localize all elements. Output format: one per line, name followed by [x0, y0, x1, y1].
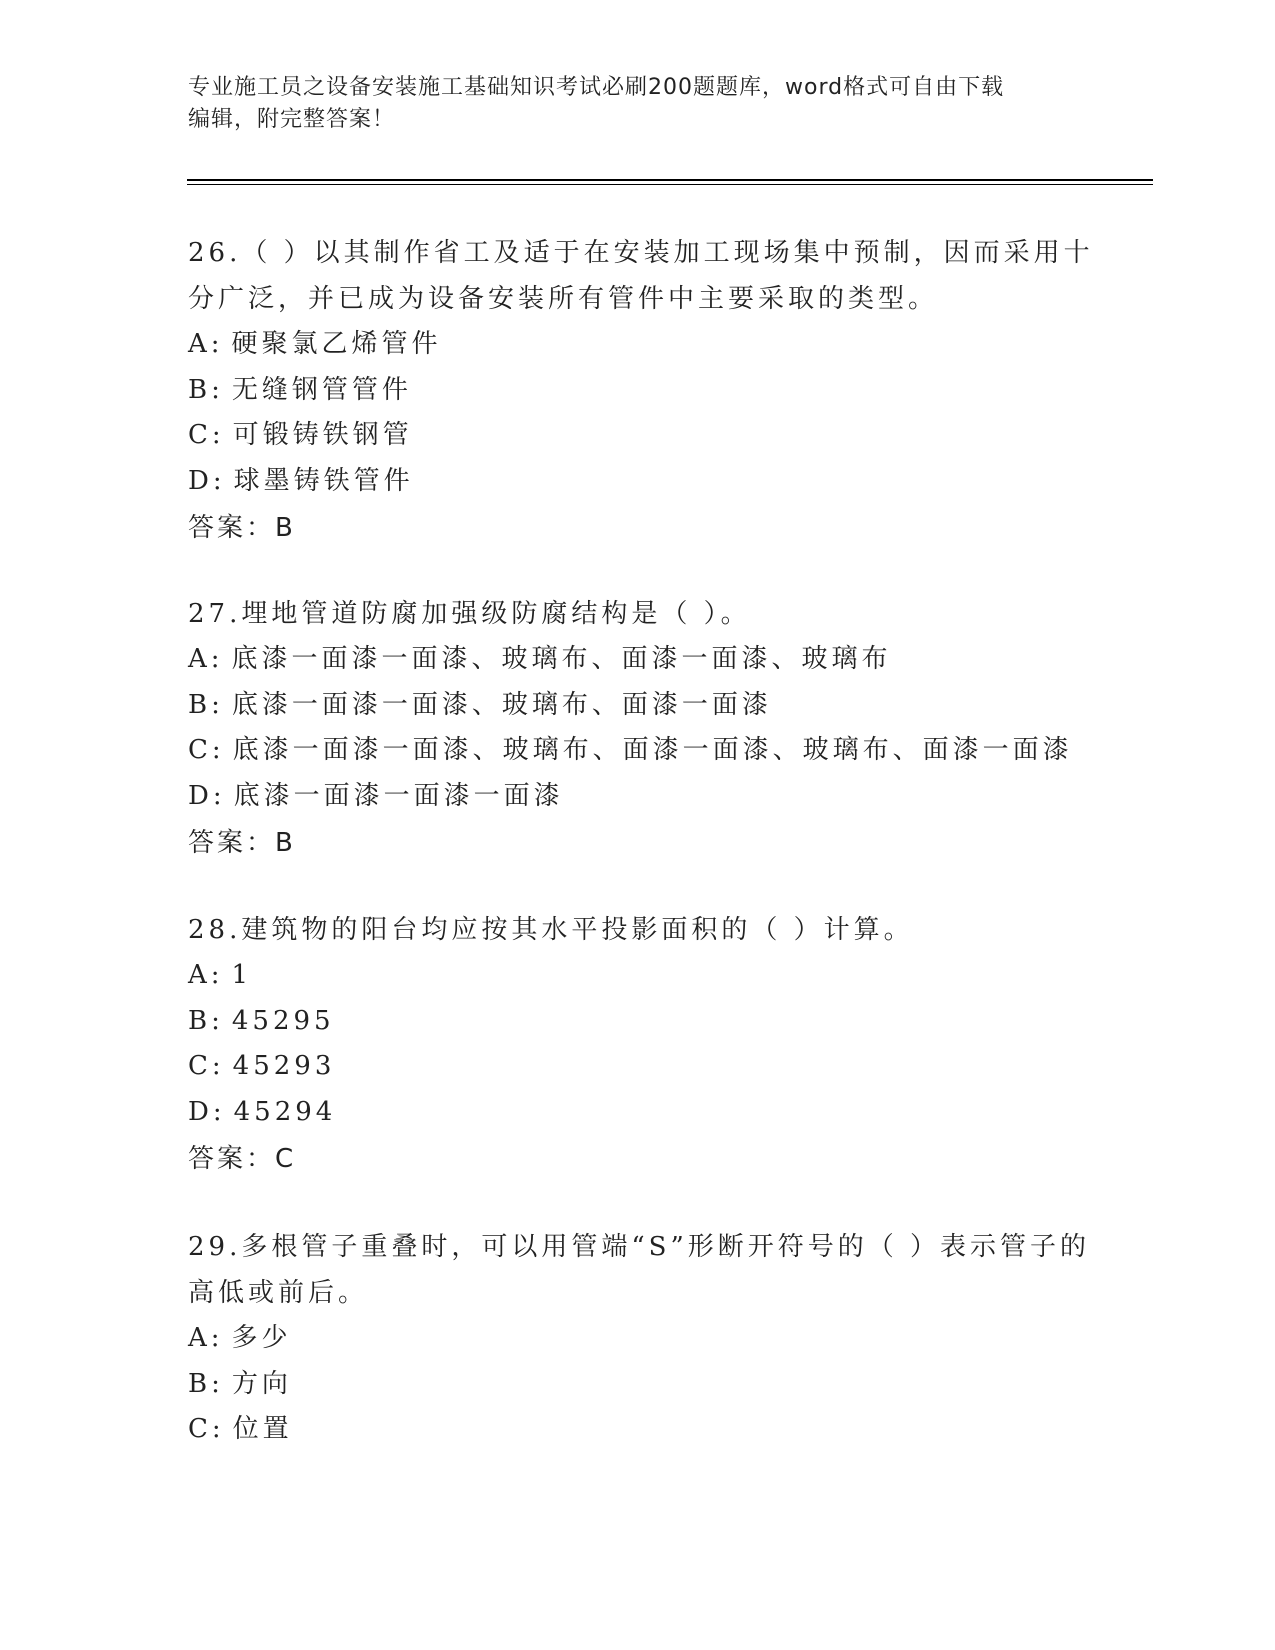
stem-line: 高低或前后。: [188, 1278, 369, 1308]
answer-line: 答案：B: [188, 828, 296, 858]
option-letter: C:: [188, 1414, 225, 1444]
option-text: 硬聚氯乙烯管件: [231, 329, 442, 359]
option-text: 球墨铸铁管件: [233, 465, 414, 496]
option-text: 底漆一面漆一面漆、玻璃布、面漆一面漆: [231, 689, 772, 720]
option-c: [188, 1407, 1088, 1453]
option-b: [188, 683, 1088, 729]
option-letter: C:: [188, 1051, 225, 1081]
option-letter: A:: [188, 1323, 224, 1353]
option-b: [188, 368, 1088, 414]
question-27: [188, 591, 1088, 867]
option-d: [188, 1090, 1088, 1136]
option-b: [188, 1362, 1088, 1408]
question-stem: [188, 907, 1088, 953]
option-d: [188, 459, 1088, 505]
option-c: [188, 413, 1088, 459]
option-letter: B:: [188, 1005, 224, 1036]
option-text: 45295: [231, 1005, 335, 1036]
option-a: [188, 1316, 1088, 1362]
option-text: 底漆一面漆一面漆、玻璃布、面漆一面漆、玻璃布: [231, 644, 892, 674]
header-title-line-1: 专业施工员之设备安装施工基础知识考试必刷200题题库，word格式可自由下载: [188, 75, 1005, 100]
question-stem: [188, 230, 1094, 322]
header-divider-thick: [187, 179, 1153, 181]
option-text: 底漆一面漆一面漆、玻璃布、面漆一面漆、玻璃布、面漆一面漆: [232, 735, 1073, 765]
option-text: 可锻铸铁钢管: [232, 420, 413, 450]
option-letter: C:: [188, 735, 225, 765]
answer-line: 答案：C: [188, 1144, 297, 1174]
option-c: [188, 728, 1088, 774]
option-letter: A:: [188, 329, 224, 359]
option-a: [188, 637, 1088, 683]
option-text: 方向: [231, 1368, 292, 1399]
option-b: [188, 999, 1088, 1045]
option-letter: D:: [188, 1096, 226, 1127]
question-28: [188, 907, 1088, 1183]
option-letter: B:: [188, 689, 224, 720]
option-text: 无缝钢管管件: [231, 374, 412, 405]
option-text: 45294: [233, 1096, 337, 1127]
option-letter: B:: [188, 374, 224, 405]
option-letter: A:: [188, 644, 224, 674]
option-text: 45293: [232, 1051, 336, 1081]
header-title-line-2: 编辑，附完整答案！: [188, 107, 396, 132]
document-header: [188, 72, 1088, 136]
option-c: [188, 1044, 1088, 1090]
question-stem: [188, 591, 1088, 637]
question-29: [188, 1224, 1091, 1453]
option-text: 位置: [232, 1414, 293, 1444]
option-a: [188, 953, 1088, 999]
stem-line: 26.（ ）以其制作省工及适于在安装加工现场集中预制，因而采用十: [188, 238, 1094, 268]
answer-line: 答案：B: [188, 513, 296, 543]
option-d: [188, 774, 1088, 820]
option-text: 1: [231, 960, 253, 990]
question-stem: [188, 1224, 1091, 1316]
option-letter: C:: [188, 420, 225, 450]
stem-line: 分广泛，并已成为设备安装所有管件中主要采取的类型。: [188, 284, 939, 314]
option-letter: D:: [188, 465, 226, 496]
stem-line: 29.多根管子重叠时，可以用管端“S”形断开符号的（ ）表示管子的: [188, 1232, 1091, 1262]
option-text: 多少: [231, 1323, 292, 1353]
option-a: [188, 322, 1088, 368]
question-26: [188, 230, 1094, 552]
option-text: 底漆一面漆一面漆一面漆: [233, 780, 564, 811]
stem-line: 28.建筑物的阳台均应按其水平投影面积的（ ）计算。: [188, 915, 914, 945]
option-letter: D:: [188, 780, 226, 811]
option-letter: B:: [188, 1368, 224, 1399]
header-divider-thin: [187, 184, 1153, 185]
option-letter: A:: [188, 960, 224, 990]
stem-line: 27.埋地管道防腐加强级防腐结构是（ ）。: [188, 599, 751, 629]
